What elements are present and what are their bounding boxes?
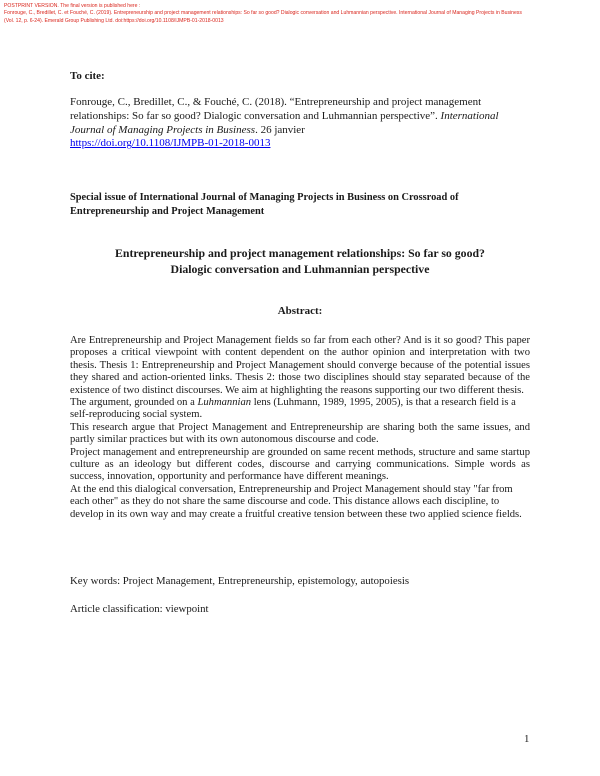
abstract-body — [70, 335, 530, 521]
header-note-line-1: POSTPRINT VERSION. The final version is published here : — [4, 3, 141, 9]
special-issue-heading: Special issue of International Journal of Managing Projects in Business on Crossroad of Entrepreneurship and Project Management — [70, 192, 459, 217]
keywords: Key words: Project Management, Entrepreneurship, epistemology, autopoiesis — [70, 575, 410, 587]
doi-link[interactable]: https://doi.org/10.1108/IJMPB-01-2018-0013 — [70, 137, 271, 150]
citation-authors: Fonrouge, C., Bredillet, C., & Fouché, C. (2018). “Entrepreneurship and project management relationships: So far so good? Dialogic conversation and Luhmannian perspective”. — [70, 96, 482, 122]
abstract-paragraph-5: At the end this dialogical conversation, Entrepreneurship and Project Management should stay "far from each other" as they do not share the same discourse and code. This distance allows each discipline, to develop in its own way and may create a fruitful creative tension between these two applied science fields. — [70, 483, 522, 520]
abstract-paragraph-4: Project management and entrepreneurship are grounded on same recent methods, structure and same startup culture as an ideology but different codes, discourse and carrying communications. Simple words as success, innovation, opportunity and performance have different meanings. — [70, 446, 530, 483]
abstract-p2-italic: Luhmannian — [197, 397, 252, 409]
article-classification: Article classification: viewpoint — [70, 603, 209, 615]
citation-block — [70, 96, 530, 151]
abstract-p2-after: lens (Luhmann, 1989, 1995, 2005), is that a research field is a self-reproducing social system. — [70, 397, 516, 421]
paper-title-line-1: Entrepreneurship and project management relationships: So far so good? — [115, 246, 485, 260]
abstract-paragraph-1: Are Entrepreneurship and Project Management fields so far from each other? And is it so good? This paper proposes a critical viewpoint with content dependent on the author opinion and interpretation with two thesis. Thesis 1: Entrepreneurship and Project Management should converge because of the potential issues they shared and action-oriented links. Thesis 2: those two disciplines should stay separated because of the existence of two distinct discourses. We aim at highlighting the reasons supporting our two different thesis. — [70, 335, 530, 396]
abstract-heading: Abstract: — [277, 305, 323, 317]
paper-title — [70, 246, 530, 277]
postprint-header-note — [4, 3, 596, 25]
citation-journal: International Journal of Managing Projects in Business — [70, 109, 499, 136]
abstract-paragraph-3: This research argue that Project Management and Entrepreneurship are sharing both the same issues, and partly similar practices but with its own autonomous discourse and code. — [70, 421, 530, 446]
cite-heading: To cite: — [70, 70, 105, 82]
citation-date: . 26 janvier — [255, 123, 305, 136]
abstract-paragraph-2 — [70, 397, 530, 422]
page-number: 1 — [524, 733, 530, 745]
abstract-p2-before: The argument, grounded on a — [70, 397, 198, 409]
paper-title-line-2: Dialogic conversation and Luhmannian perspective — [170, 261, 430, 276]
header-note-line-3: (Vol. 12, p. 6-24). Emerald Group Publishing Ltd. doi:https://doi.org/10.1108/IJMPB-01-2018-0013 — [4, 17, 224, 24]
header-note-line-2: Fonrouge, C., Bredillet, C. et Fouché, C. (2019). Entrepreneurship and project management relationships: So far so good? Dialogic conversation and Luhmannian perspective. International Journal of Managing Projects in Business — [4, 10, 522, 17]
